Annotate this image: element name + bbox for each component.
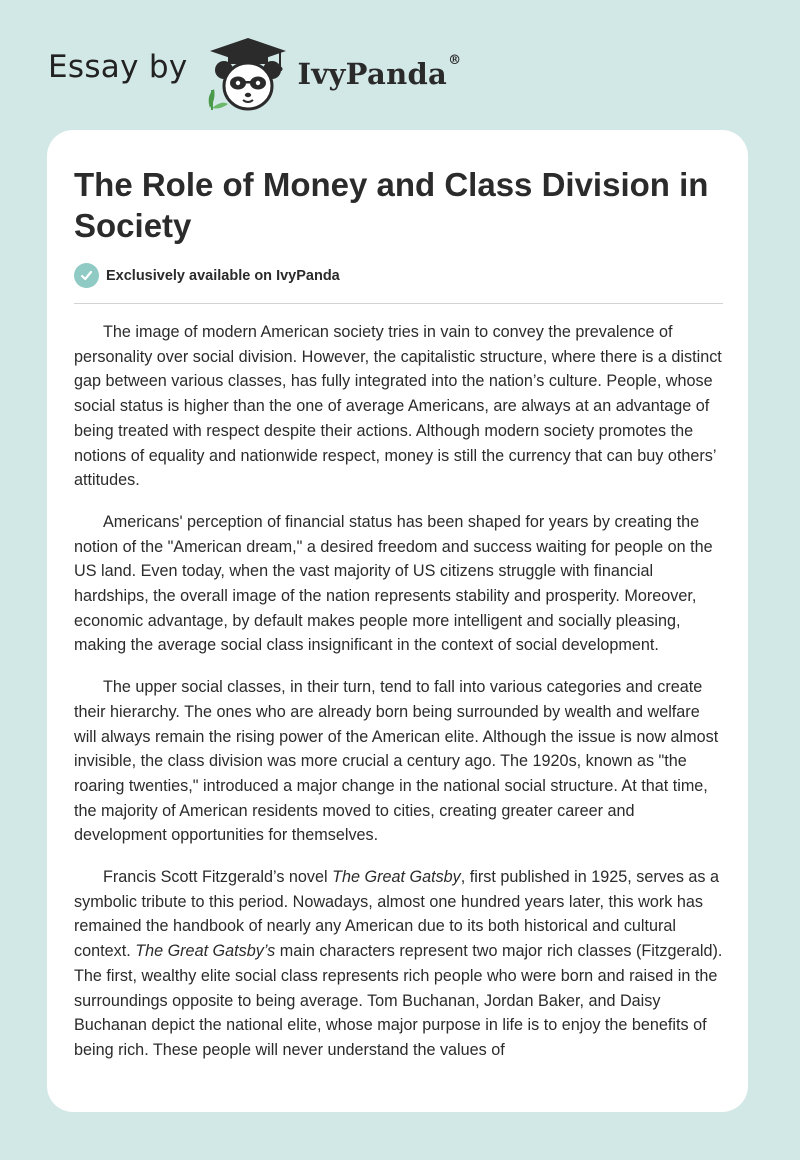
essay-body [74, 320, 726, 1080]
book-title-italic: The Great Gatsby [332, 868, 461, 887]
divider [74, 303, 723, 304]
site-header [48, 34, 461, 114]
check-circle-icon [74, 263, 99, 288]
paragraph-text: , first published in 1925, serves as a symbolic tribute to this period. Nowadays, almost one hundred years later, this work has remained the handbook of nearly any American due to its both historical and cultural context. [74, 868, 720, 961]
paragraph-text: Americans' perception of financial status has been shaped for years by creating the notion of the "American dream," a desired freedom and success waiting for people on the US land. Even today, when the vast majority of US citizens struggle with financial hardships, the overall image of the nation represents stability and prosperity. Moreover, economic advantage, by default makes people more intelligent and socially pleasing, making the average social class insignificant in the context of social development. [74, 512, 713, 655]
paragraph [74, 675, 726, 848]
paragraph [74, 865, 726, 1063]
exclusive-badge-label: Exclusively available on IvyPanda [106, 267, 340, 284]
essay-title: The Role of Money and Class Division in Society [74, 166, 709, 244]
paragraph-text: Francis Scott Fitzgerald’s novel [103, 868, 333, 887]
registered-mark: ® [448, 53, 462, 68]
brand-name[interactable]: IvyPanda® [297, 53, 462, 91]
paragraph-text: main characters represent two major rich classes (Fitzgerald). The first, wealthy elite social class represents rich people who were born and raised in the surroundings opposite to being average. Tom Buchanan, Jordan Baker, and Daisy Buchanan depict the national elite, whose major purpose in life is to enjoy the benefits of being rich. These people will never understand the values of [74, 942, 723, 1059]
paragraph-text: The image of modern American society tries in vain to convey the prevalence of personality over social division. However, the capitalistic structure, where there is a distinct gap between various classes, has fully integrated into the nation’s culture. People, whose social status is higher than the one of average Americans, are always at an advantage of being treated with respect despite their actions. Although modern society promotes the notions of equality and nationwide respect, money is still the currency that can buy others’ attitudes. [74, 323, 722, 490]
paragraph [74, 510, 726, 658]
paragraph [74, 320, 726, 493]
essay-card [47, 130, 748, 1112]
panda-graduate-icon[interactable] [200, 34, 296, 114]
exclusive-badge [74, 263, 340, 288]
book-title-italic: The Great Gatsby’s [135, 942, 276, 961]
paragraph-text: The upper social classes, in their turn, tend to fall into various categories and create their hierarchy. The ones who are already born being surrounded by wealth and welfare will always remain the rising power of the American elite. Although the issue is now almost invisible, the class division was more crucial a century ago. The 1920s, known as "the roaring twenties," introduced a major change in the national social structure. At that time, the majority of American residents moved to cities, creating greater career and development opportunities for themselves. [74, 678, 719, 845]
essay-by-label: Essay by [48, 49, 188, 85]
